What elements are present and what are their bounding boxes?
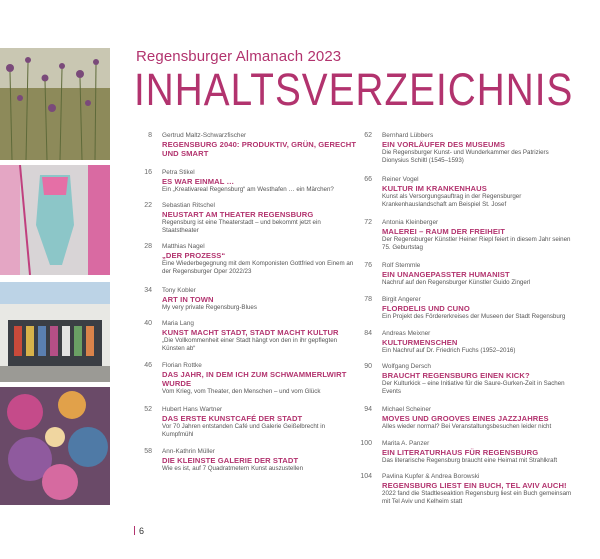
entry-author: Michael Scheiner: [382, 406, 432, 413]
page-number: 6: [139, 526, 145, 536]
entry-title: DIE KLEINSTE GALERIE DER STADT: [162, 456, 299, 465]
entry-author: Florian Rottke: [162, 362, 202, 369]
almanac-label: Regensburger Almanach 2023: [136, 48, 342, 65]
entry-title: REGENSBURG LIEST EIN BUCH, TEL AVIV AUCH!: [382, 481, 567, 490]
entry-page: 52: [144, 406, 152, 413]
page-title: INHALTSVERZEICHNIS: [134, 64, 574, 115]
entry-title: EIN VORLÄUFER DES MUSEUMS: [382, 140, 506, 149]
entry-title: KUNST MACHT STADT, STADT MACHT KULTUR: [162, 328, 339, 337]
entry-title: ES WAR EINMAL …: [162, 177, 235, 186]
entry-title: REGENSBURG 2040: PRODUKTIV, GRÜN, GERECHT UND SMART: [162, 140, 357, 158]
entry-description: Die Regensburger Kunst- und Wunderkammer des Patriziers Dionysius Schiltl (1545–1593): [382, 149, 549, 164]
entry-page: 72: [364, 219, 372, 226]
entry-title: NEUSTART AM THEATER REGENSBURG: [162, 210, 314, 219]
entry-page: 94: [364, 406, 372, 413]
entry-title: FLORDELIS UND CUNO: [382, 304, 470, 313]
colorful-art-photo: [0, 387, 110, 505]
entry-description: Der Regensburger Künstler Heiner Riepl feiert in diesem Jahr seinen 75. Geburtstag: [382, 236, 571, 251]
entry-page: 8: [148, 132, 152, 139]
entry-page: 78: [364, 296, 372, 303]
entry-author: Birgit Angerer: [382, 296, 421, 303]
entry-author: Hubert Hans Wartner: [162, 406, 223, 413]
entry-description: Der Kulturkick – eine Initiative für die Saure-Gurken-Zeit in Sachen Events: [382, 380, 565, 395]
entry-page: 104: [360, 473, 372, 480]
entry-title: EIN UNANGEPASSTER HUMANIST: [382, 270, 510, 279]
entry-author: Maria Lang: [162, 320, 194, 327]
entry-page: 66: [364, 176, 372, 183]
entry-description: My very private Regensburg-Blues: [162, 304, 257, 311]
entry-page: 90: [364, 363, 372, 370]
entry-title: MOVES UND GROOVES EINES JAZZJAHRES: [382, 414, 549, 423]
entry-author: Pavlina Kupfer & Andrea Borowski: [382, 473, 480, 480]
entry-page: 62: [364, 132, 372, 139]
entry-title: „DER PROZESS“: [162, 251, 226, 260]
entry-description: Ein „Kreativareal Regensburg“ am Westhafen … ein Märchen?: [162, 186, 334, 193]
entry-title: KULTURMENSCHEN: [382, 338, 458, 347]
entry-description: Wie es ist, auf 7 Quadratmetern Kunst auszustellen: [162, 465, 304, 472]
entry-author: Bernhard Lübbers: [382, 132, 434, 139]
entry-description: „Die Vollkommenheit einer Stadt hängt von den in ihr gepflegten Künsten ab“: [162, 337, 338, 352]
entry-author: Rolf Stemmle: [382, 262, 421, 269]
entry-title: MALEREI – RAUM DER FREIHEIT: [382, 227, 505, 236]
entry-title: BRAUCHT REGENSBURG EINEN KICK?: [382, 371, 530, 380]
entry-author: Wolfgang Dersch: [382, 363, 431, 370]
entry-author: Sebastian Ritschel: [162, 202, 215, 209]
entry-title: DAS JAHR, IN DEM ICH ZUM SCHWAMMERLWIRT WURDE: [162, 370, 347, 388]
entry-title: ART IN TOWN: [162, 295, 214, 304]
entry-description: Kunst als Versorgungsauftrag in der Regensburger Krankenhauslandschaft am Beispiel St. Josef: [382, 193, 522, 208]
entry-page: 76: [364, 262, 372, 269]
entry-description: Das literarische Regensburg braucht eine Heimat mit Strahlkraft: [382, 457, 558, 464]
page-footer: [134, 526, 144, 536]
entry-page: 28: [144, 243, 152, 250]
glove-art-photo: [0, 165, 110, 275]
entry-author: Tony Kobler: [162, 287, 196, 294]
entry-description: Vom Krieg, vom Theater, den Menschen – und vom Glück: [162, 388, 321, 395]
entry-author: Reiner Vogel: [382, 176, 419, 183]
entry-author: Andreas Meixner: [382, 330, 431, 337]
entry-title: DAS ERSTE KUNSTCAFÉ DER STADT: [162, 414, 303, 423]
entry-page: 84: [364, 330, 372, 337]
entry-description: Ein Projekt des Fördererkreises der Museen der Stadt Regensburg: [382, 313, 566, 320]
entry-description: Nachruf auf den Regensburger Künstler Guido Zingerl: [382, 279, 531, 286]
flower-field-photo: [0, 48, 110, 160]
entry-description: 2022 fand die Stadtleseaktion Regensburg liest ein Buch gemeinsam mit Tel Aviv und Kelheim statt: [382, 490, 572, 505]
entry-page: 40: [144, 320, 152, 327]
entry-description: Vor 70 Jahren entstanden Café und Galerie Geißelbrecht in Kumpfmühl: [162, 423, 326, 438]
entry-description: Alles wieder normal? Bei Veranstaltungsbesuchen leider nicht: [382, 423, 552, 430]
entry-author: Matthias Nagel: [162, 243, 205, 250]
entry-page: 46: [144, 362, 152, 369]
entry-author: Ann-Kathrin Müller: [162, 448, 215, 455]
entry-title: EIN LITERATURHAUS FÜR REGENSBURG: [382, 448, 539, 457]
entry-author: Antonia Kleinberger: [382, 219, 439, 226]
entry-author: Petra Stikel: [162, 169, 195, 176]
entry-author: Marita A. Panzer: [382, 440, 430, 447]
entry-description: Ein Nachruf auf Dr. Friedrich Fuchs (1952–2016): [382, 347, 516, 354]
entry-description: Eine Wiederbegegnung mit dem Komponisten Gottfried von Einem an der Regensburger Oper 2022/23: [162, 260, 354, 275]
entry-page: 22: [144, 202, 152, 209]
entry-description: Regensburg ist eine Theaterstadt – und bekommt jetzt ein Staatstheater: [162, 219, 321, 234]
footer-divider: [134, 526, 135, 535]
entry-page: 58: [144, 448, 152, 455]
entry-page: 34: [144, 287, 152, 294]
entry-page: 100: [360, 440, 372, 447]
entry-page: 16: [144, 169, 152, 176]
entry-author: Gertrud Maltz-Schwarzfischer: [162, 132, 247, 139]
theater-building-photo: [0, 282, 110, 382]
entry-title: KULTUR IM KRANKENHAUS: [382, 184, 487, 193]
